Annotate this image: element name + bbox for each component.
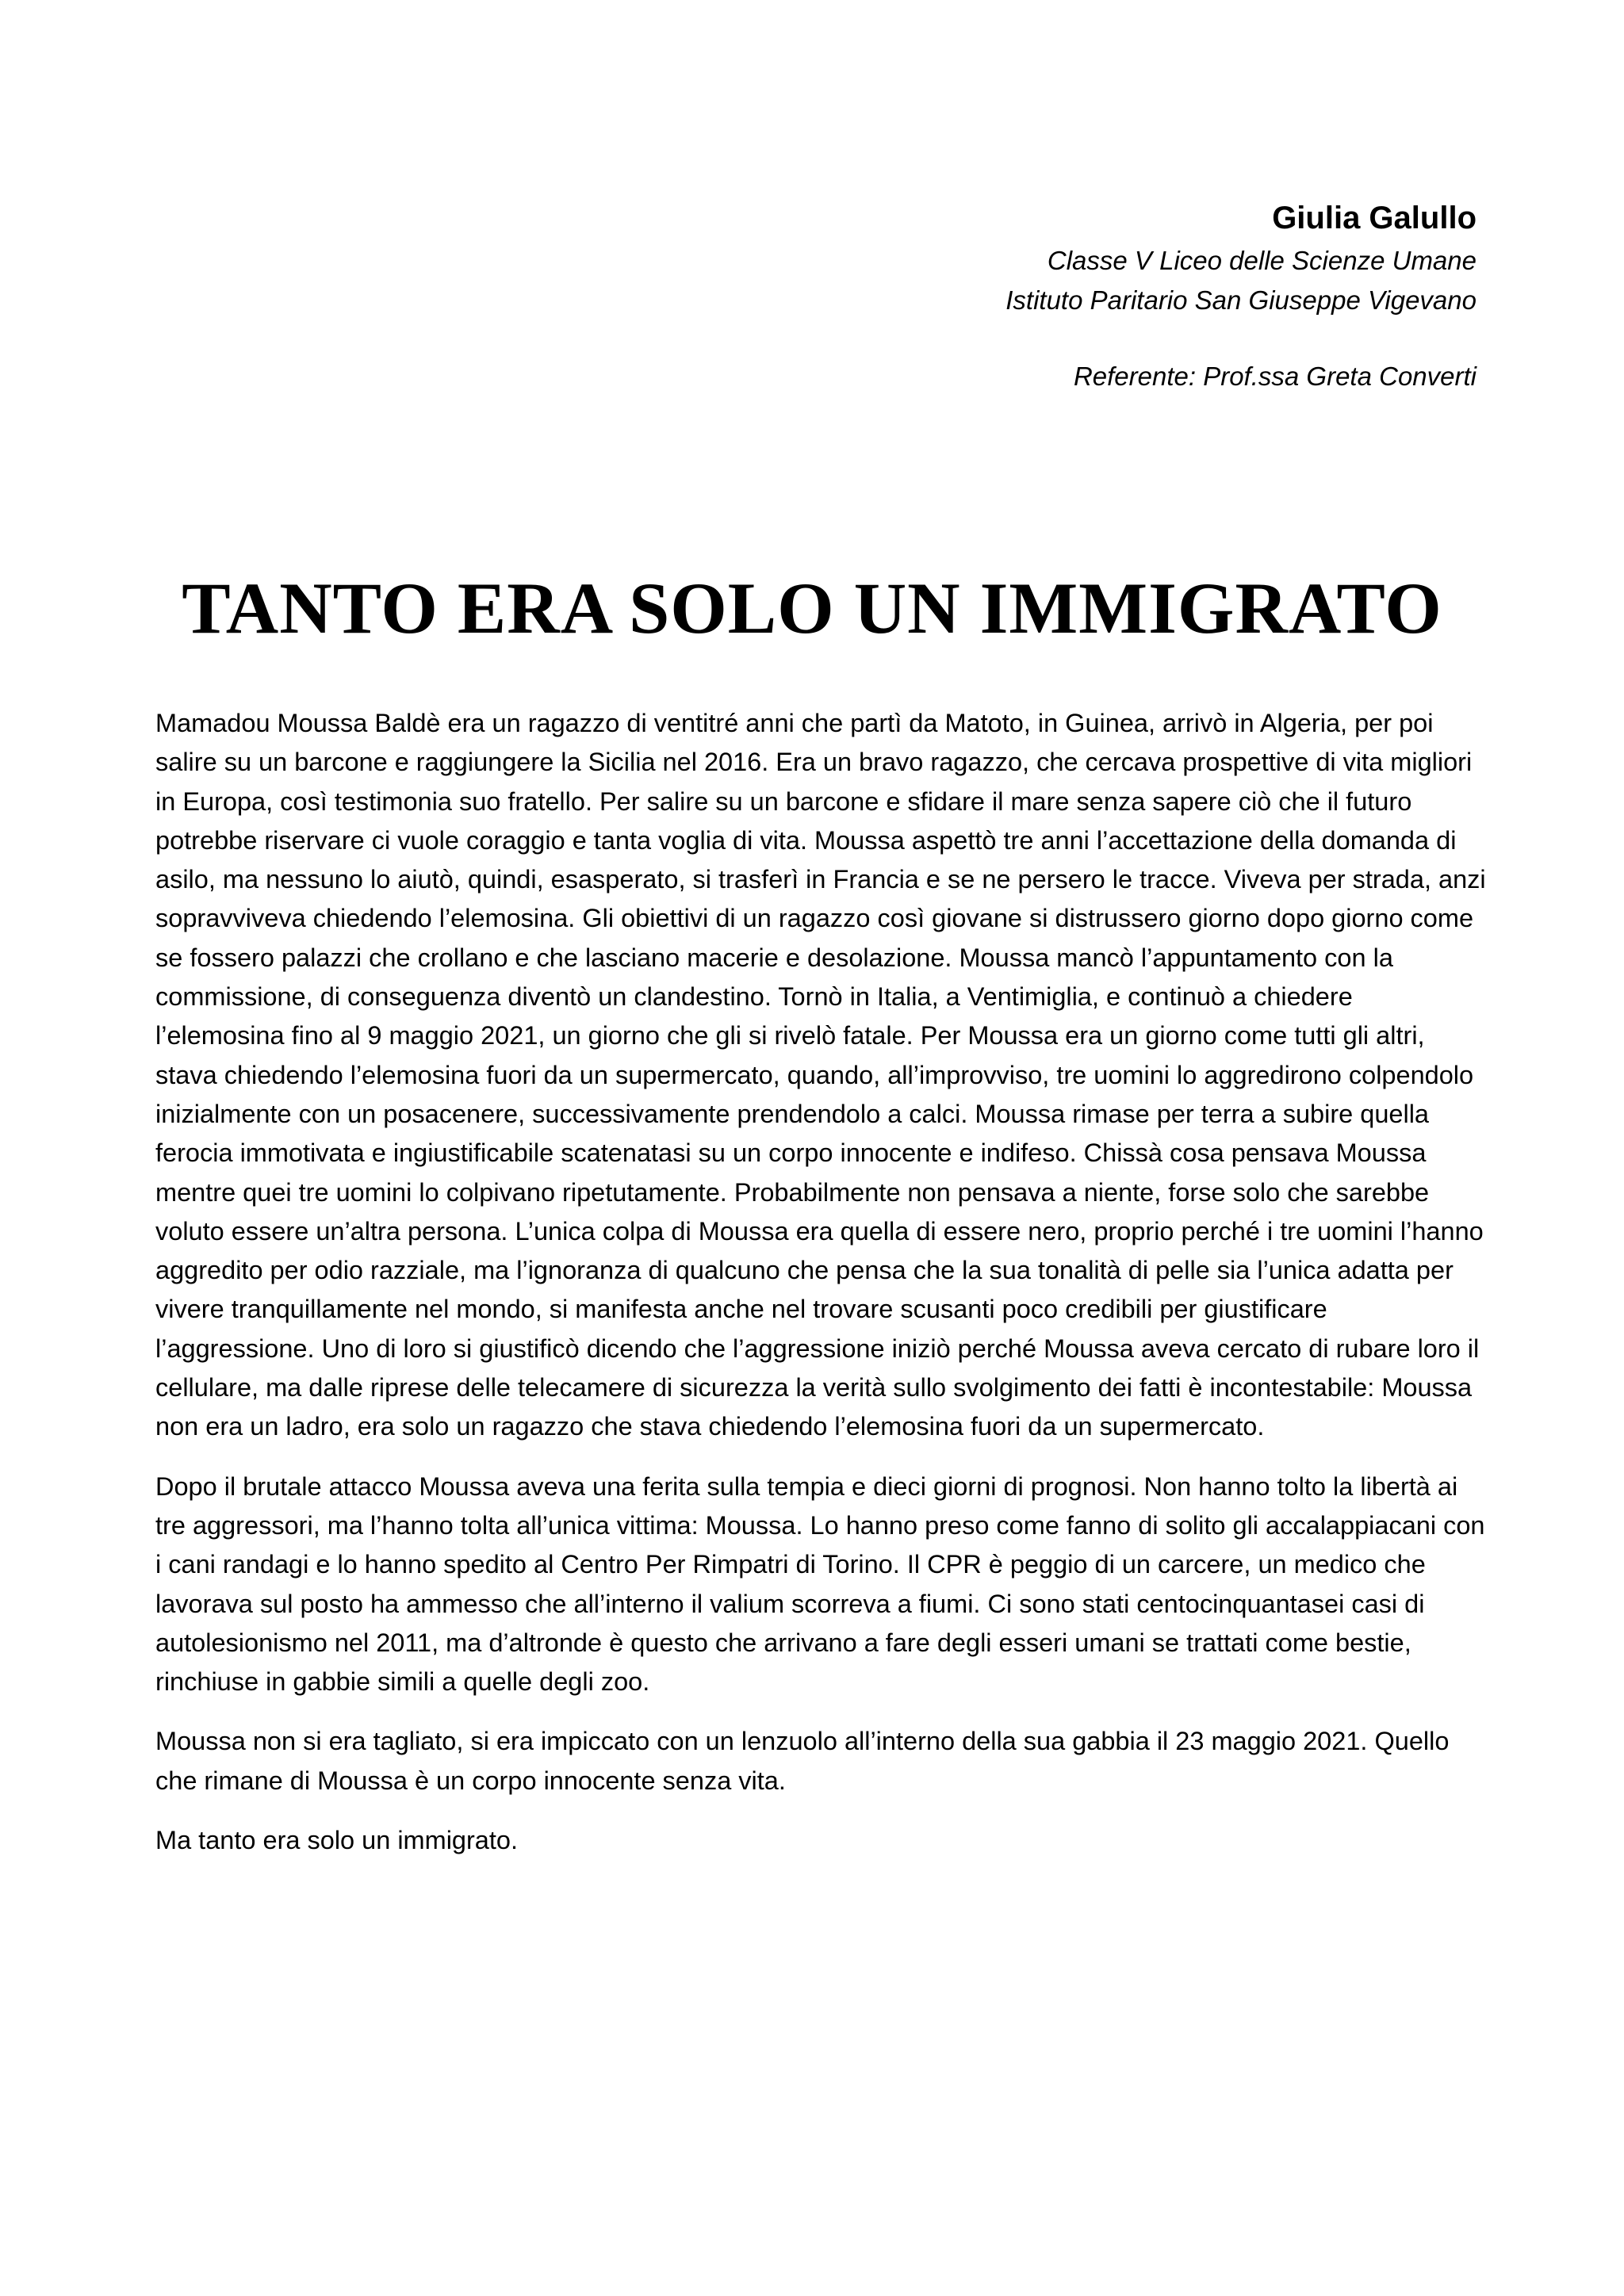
class-line: Classe V Liceo delle Scienze Umane: [1047, 246, 1477, 275]
paragraph-closing: Ma tanto era solo un immigrato.: [155, 1826, 519, 1855]
document-title: TANTO ERA SOLO UN IMMIGRATO: [182, 568, 1442, 649]
referent-line: Referente: Prof.ssa Greta Converti: [1073, 362, 1477, 391]
author-name: Giulia Galullo: [1272, 201, 1477, 235]
paragraph-1: Mamadou Moussa Baldè era un ragazzo di ventitré anni che partì da Matoto, in Guinea, arrivò in Algeria, per poi salire su un barcone e raggiungere la Sicilia nel 2016. Era un bravo ragazzo, che cercava prospettive di vita migliori in Europa, così testimonia suo fratello. Per salire su un barcone e sfidare il mare senza sapere ciò che il futuro potrebbe riservare ci vuole coraggio e tanta voglia di vita. Moussa aspettò tre anni l’accettazione della domanda di asilo, ma nessuno lo aiutò, quindi, esasperato, si trasferì in Francia e se ne persero le tracce. Viveva per strada, anzi sopravviveva chiedendo l’elemosina. Gli obiettivi di un ragazzo così giovane si distrussero giorno dopo giorno come se fossero palazzi che crollano e che lasciano macerie e desolazione. Moussa mancò l’appuntamento con la commissione, di conseguenza diventò un clandestino. Tornò in Italia, a Ventimiglia, e continuò a chiedere l’elemosina fino al 9 maggio 2021, un giorno che gli si rivelò fatale. Per Moussa era un giorno come tutti gli altri, stava chiedendo l’elemosina fuori da un supermercato, quando, all’improvviso, tre uomini lo aggredirono colpendolo inizialmente con un posacenere, successivamente prendendolo a calci. Moussa rimase per terra a subire quella ferocia immotivata e ingiustificabile scatenatasi su un corpo innocente e indifeso. Chissà cosa pensava Moussa mentre quei tre uomini lo colpivano ripetutamente. Probabilmente non pensava a niente, forse solo che sarebbe voluto essere un’altra persona. L’unica colpa di Moussa era quella di essere nero, proprio perché i tre uomini l’hanno aggredito per odio razziale, ma l’ignoranza di qualcuno che pensa che la sua tonalità di pelle sia l’unica adatta per vivere tranquillamente nel mondo, si manifesta anche nel trovare scusanti poco credibili per giustificare l’aggressione. Uno di loro si giustificò dicendo che l’aggressione iniziò perché Moussa aveva cercato di rubare loro il cellulare, ma dalle riprese delle telecamere di sicurezza la verità sullo svolgimento dei fatti è incontestabile: Moussa non era un ladro, era solo un ragazzo che stava chiedendo l’elemosina fuori da un supermercato.: [155, 709, 1486, 1441]
paragraph-3: Moussa non si era tagliato, si era impiccato con un lenzuolo all’interno della sua gabbia il 23 maggio 2021. Quello che rimane di Moussa è un corpo innocente senza vita.: [155, 1727, 1450, 1795]
paragraph-2: Dopo il brutale attacco Moussa aveva una ferita sulla tempia e dieci giorni di prognosi. Non hanno tolto la libertà ai tre aggressori, ma l’hanno tolta all’unica vittima: Moussa. Lo hanno preso come fanno di solito gli accalappiacani con i cani randagi e lo hanno spedito al Centro Per Rimpatri di Torino. Il CPR è peggio di un carcere, un medico che lavorava sul posto ha ammesso che all’interno il valium scorreva a fiumi. Ci sono stati centocinquantasei casi di autolesionismo nel 2011, ma d’altronde è questo che arrivano a fare degli esseri umani se trattati come bestie, rinchiuse in gabbie simili a quelle degli zoo.: [155, 1471, 1485, 1697]
author-header: [1005, 195, 1477, 396]
school-line: Istituto Paritario San Giuseppe Vigevano: [1005, 285, 1477, 315]
document-body: [155, 704, 1488, 1881]
